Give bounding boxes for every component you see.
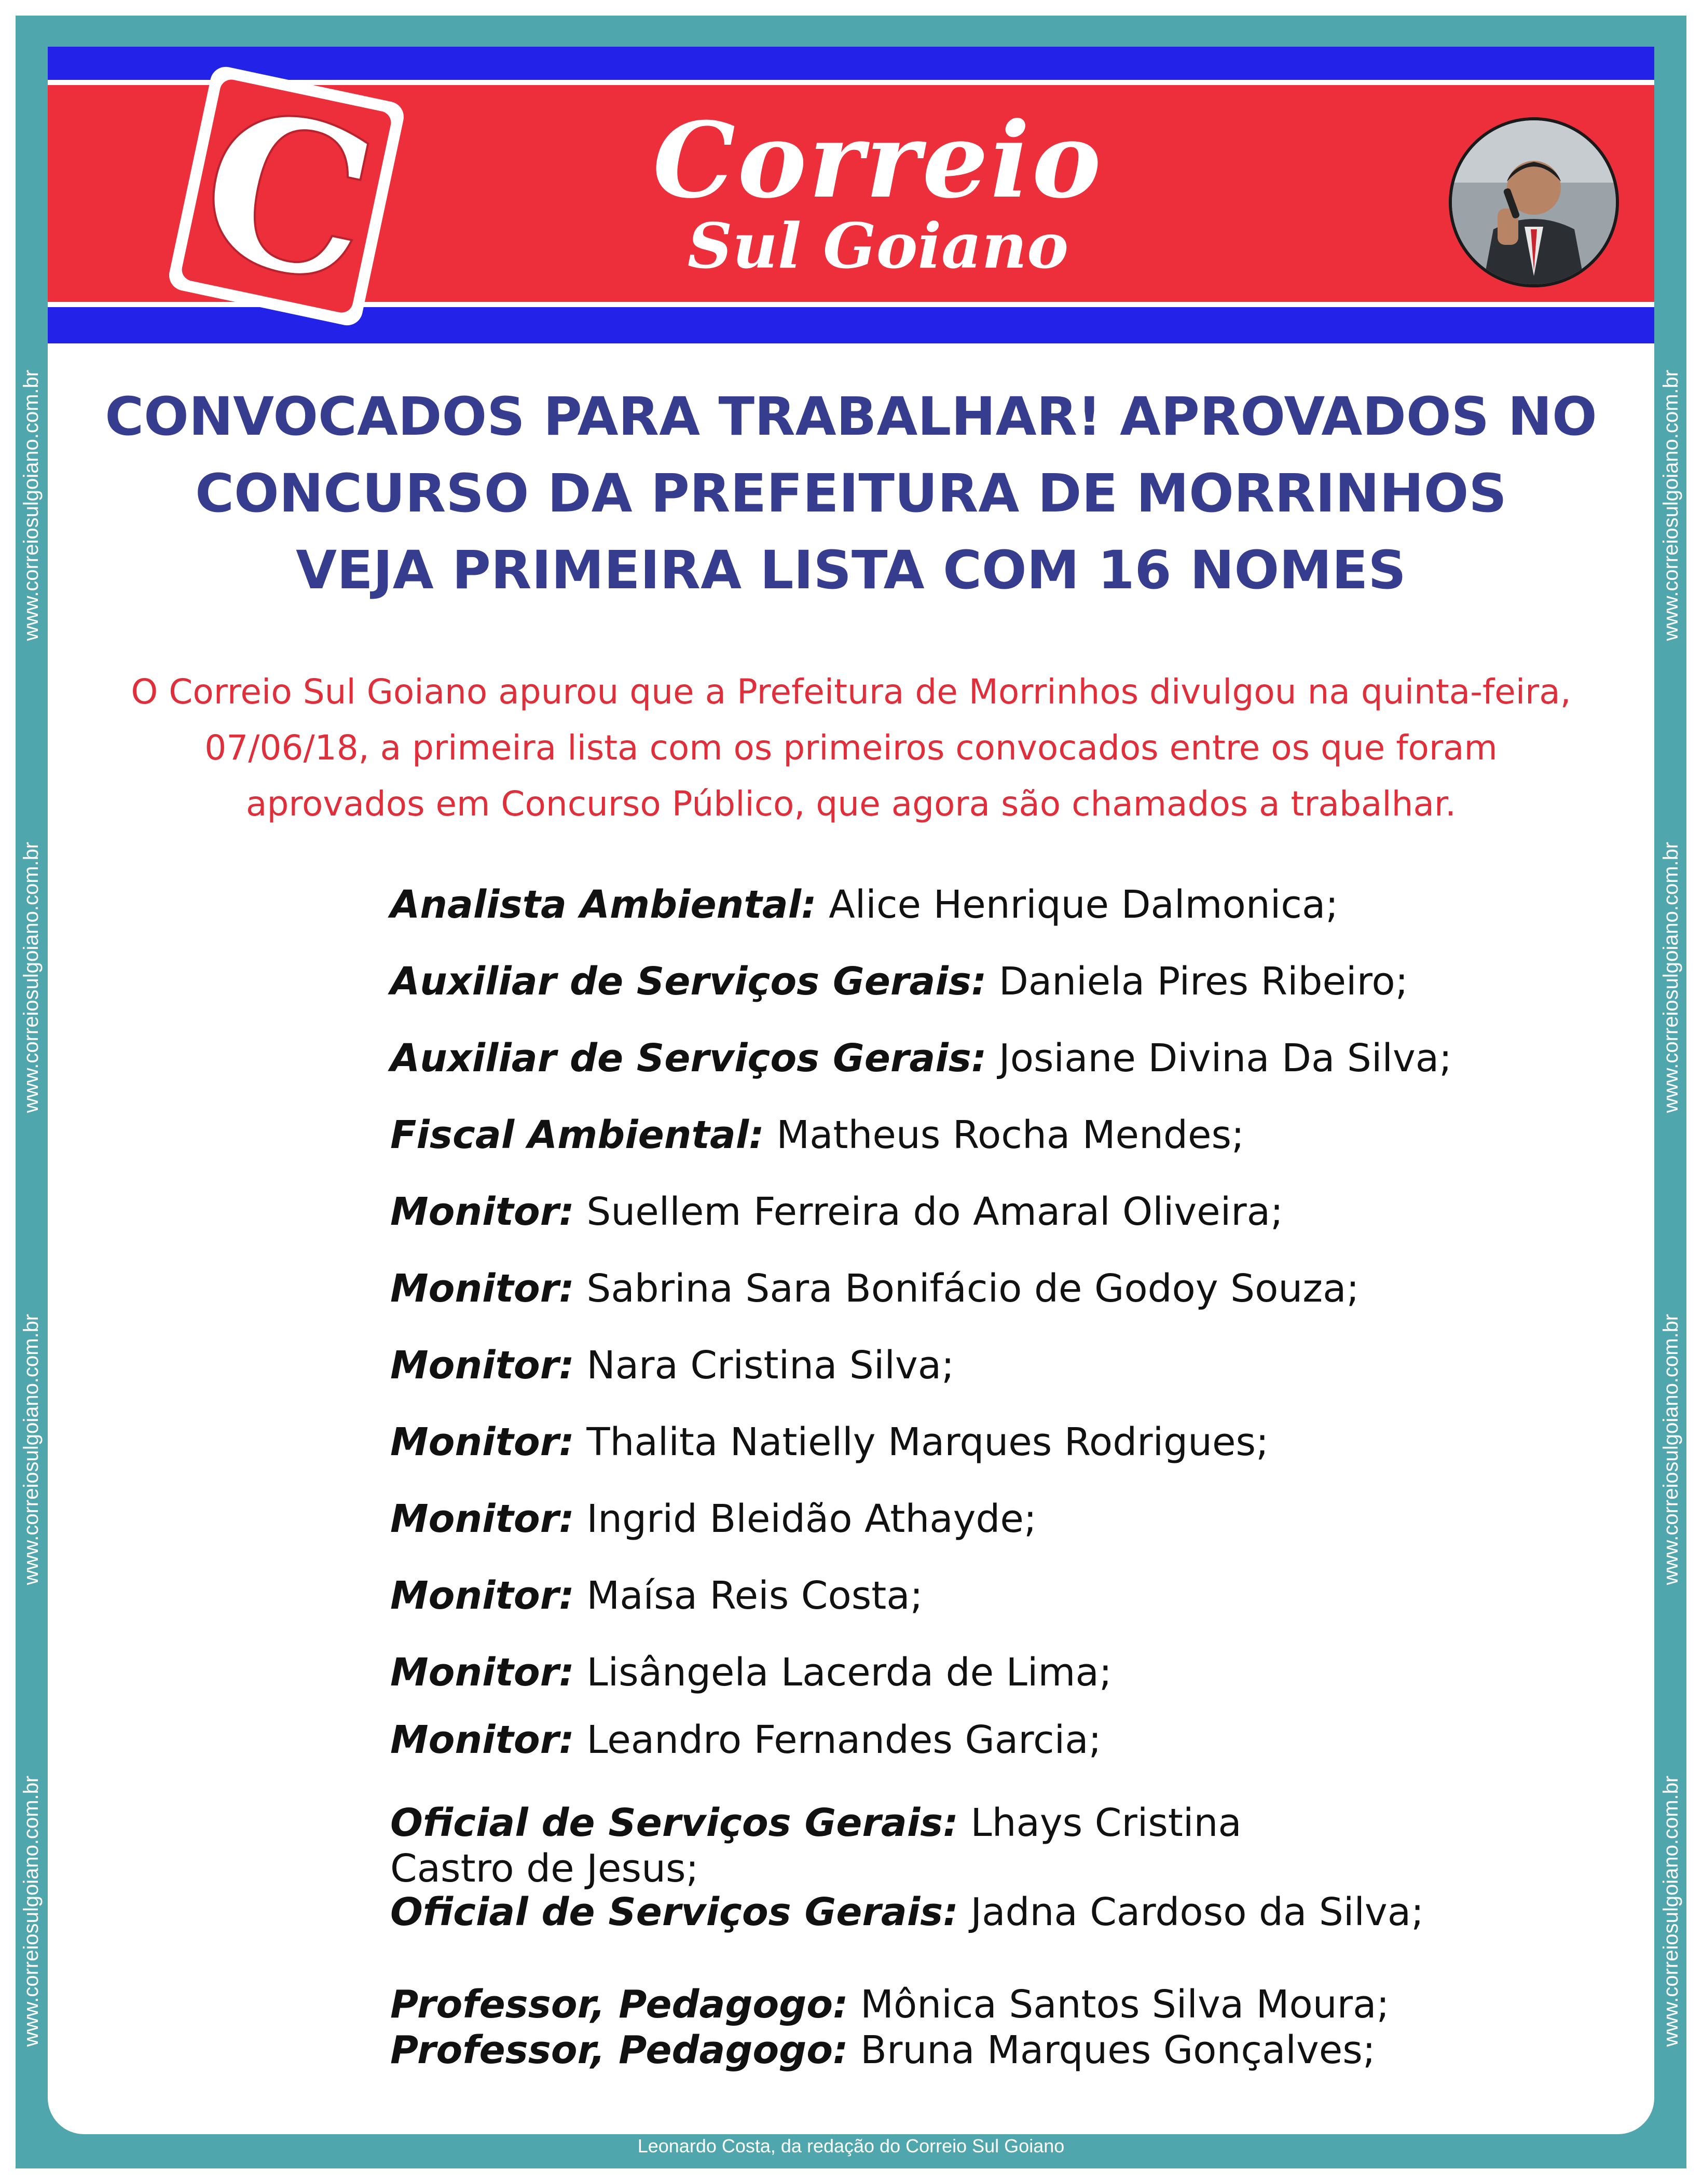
- list-item-name: Ingrid Bleidão Athayde;: [574, 1497, 1037, 1541]
- list-item-name: Maísa Reis Costa;: [574, 1573, 923, 1618]
- list-item-role: Monitor:: [390, 1420, 574, 1464]
- side-url-right-3: www.correiosulgoiano.com.br: [1659, 1314, 1682, 1585]
- list-item-name: Sabrina Sara Bonifácio de Godoy Souza;: [574, 1266, 1360, 1311]
- list-item: [390, 1419, 1480, 1465]
- list-item-role: Monitor:: [390, 1650, 574, 1695]
- lead-paragraph: [89, 664, 1613, 832]
- list-item: [390, 1496, 1480, 1542]
- side-url-left-4: www.correiosulgoiano.com.br: [20, 1775, 43, 2047]
- list-item-role: Fiscal Ambiental:: [390, 1113, 764, 1157]
- list-item-name: Lisângela Lacerda de Lima;: [574, 1650, 1112, 1695]
- list-item-name: Thalita Natielly Marques Rodrigues;: [574, 1420, 1269, 1464]
- list-item-name: Leandro Fernandes Garcia;: [574, 1718, 1102, 1762]
- list-item: [390, 1112, 1480, 1158]
- list-item-name: Matheus Rocha Mendes;: [764, 1113, 1244, 1157]
- side-url-right-4: www.correiosulgoiano.com.br: [1659, 1775, 1682, 2047]
- list-item-role: Monitor:: [390, 1343, 574, 1388]
- list-item-name: Alice Henrique Dalmonica;: [816, 882, 1339, 927]
- list-item: [390, 882, 1480, 928]
- list-item-role: Analista Ambiental:: [390, 882, 817, 927]
- list-item-name: Bruna Marques Gonçalves;: [848, 2028, 1376, 2072]
- side-url-right-2: www.correiosulgoiano.com.br: [1659, 841, 1682, 1113]
- brand-subtitle: Sul Goiano: [687, 210, 1069, 283]
- logo: [152, 51, 421, 341]
- lead-line-2: 07/06/18, a primeira lista com os primeiros convocados entre os que foram: [204, 728, 1498, 768]
- list-item-role: Monitor:: [390, 1718, 574, 1762]
- list-item-role: Auxiliar de Serviços Gerais:: [390, 1036, 987, 1081]
- logo-letter: C: [181, 60, 394, 333]
- list-item: [390, 1650, 1480, 1695]
- list-item: [390, 2027, 1480, 2073]
- list-item-name: Jadna Cardoso da Silva;: [958, 1890, 1424, 1934]
- headline-line-2: CONCURSO DA PREFEITURA DE MORRINHOS: [195, 463, 1507, 524]
- headline: [89, 379, 1613, 609]
- side-url-left-2: www.correiosulgoiano.com.br: [20, 841, 43, 1113]
- list-item-name: Suellem Ferreira do Amaral Oliveira;: [574, 1190, 1283, 1234]
- list-item: [390, 959, 1480, 1004]
- side-url-left-3: www.correiosulgoiano.com.br: [20, 1314, 43, 1585]
- author-photo: [1449, 117, 1619, 287]
- list-item-role: Oficial de Serviços Gerais:: [390, 1890, 958, 1934]
- list-item: [390, 1189, 1480, 1235]
- content-panel: [48, 47, 1654, 2134]
- brand-title: Correio: [653, 100, 1103, 222]
- author-credit: Leonardo Costa, da redação do Correio Sul Goiano: [637, 2135, 1065, 2157]
- list-item-role: Professor, Pedagogo:: [390, 2028, 848, 2072]
- list-item: [390, 1573, 1480, 1619]
- list-item-role: Monitor:: [390, 1190, 574, 1234]
- list-item-role: Monitor:: [390, 1573, 574, 1618]
- list-item-name: Mônica Santos Silva Moura;: [848, 1982, 1390, 2027]
- list-item: [390, 1800, 1350, 1891]
- lead-line-1: O Correio Sul Goiano apurou que a Prefeitura de Morrinhos divulgou na quinta-feira,: [131, 672, 1571, 712]
- list-item-name: Lhays Cristina Castro de Jesus;: [390, 1801, 1242, 1891]
- headline-line-3: VEJA PRIMEIRA LISTA COM 16 NOMES: [296, 540, 1406, 601]
- list-item-role: Professor, Pedagogo:: [390, 1982, 848, 2027]
- side-url-left-1: www.correiosulgoiano.com.br: [20, 369, 43, 641]
- list-item-name: Josiane Divina Da Silva;: [986, 1036, 1452, 1081]
- lead-line-3: aprovados em Concurso Público, que agora são chamados a trabalhar.: [246, 784, 1456, 824]
- list-item-role: Monitor:: [390, 1266, 574, 1311]
- list-item-role: Auxiliar de Serviços Gerais:: [390, 959, 987, 1004]
- list-item-name: Nara Cristina Silva;: [574, 1343, 955, 1388]
- list-item: [390, 1343, 1480, 1388]
- list-item: [390, 1889, 1480, 1935]
- list-item-role: Oficial de Serviços Gerais:: [390, 1801, 958, 1845]
- side-url-right-1: www.correiosulgoiano.com.br: [1659, 369, 1682, 641]
- person-with-microphone-icon: [1452, 120, 1616, 284]
- headline-line-1: CONVOCADOS PARA TRABALHAR! APROVADOS NO: [105, 386, 1597, 448]
- list-item: [390, 1035, 1480, 1081]
- list-item: [390, 1266, 1480, 1311]
- list-item-name: Daniela Pires Ribeiro;: [986, 959, 1408, 1004]
- list-item: [390, 1982, 1480, 2027]
- list-item-role: Monitor:: [390, 1497, 574, 1541]
- list-item: [390, 1717, 1480, 1763]
